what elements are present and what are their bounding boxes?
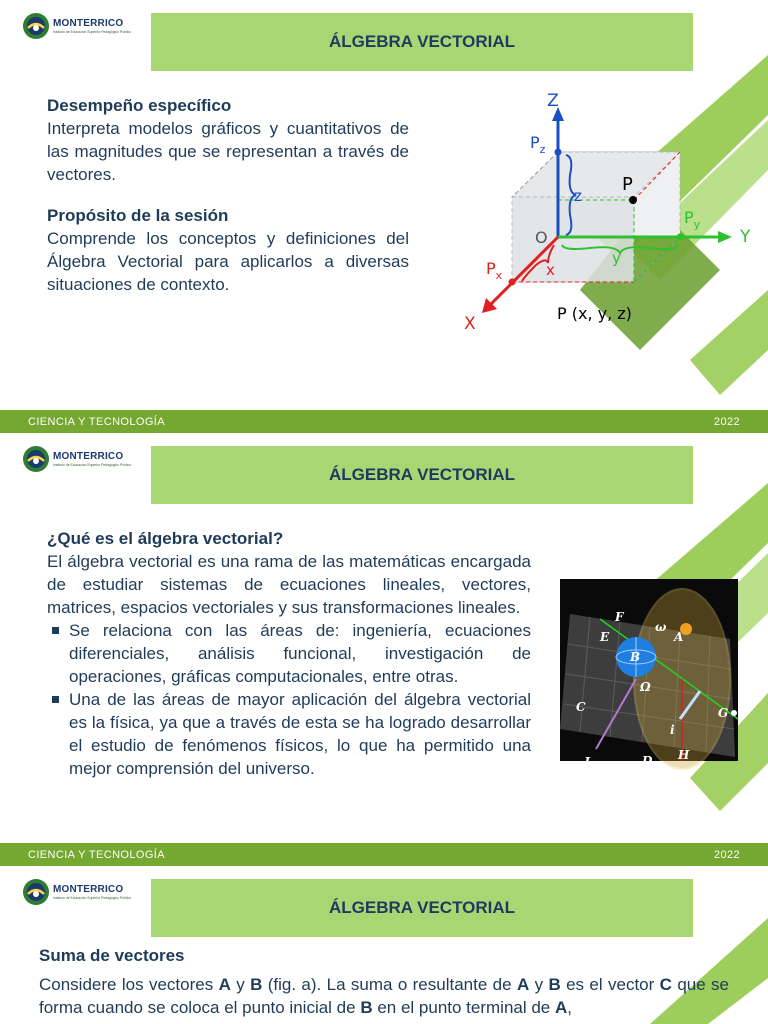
- illustration-label-j: J: [584, 755, 590, 769]
- illustration-label-omega: ω: [655, 620, 667, 634]
- footer-year: 2022: [713, 848, 740, 861]
- axis-z-label: Z: [547, 91, 559, 111]
- slide-2: [0, 433, 768, 866]
- footer-bar: [0, 843, 768, 866]
- logo-tagline: Instituto de Educación Superior Pedagógico Público: [53, 30, 132, 34]
- title-bar: [151, 879, 693, 937]
- vector-sum-block: [39, 944, 729, 1019]
- monterrico-logo: [22, 445, 132, 475]
- pz-label: $P_z$: [530, 133, 546, 156]
- footer-subject: CIENCIA Y TECNOLOGÍA: [28, 415, 165, 428]
- point-p-label: P: [622, 174, 633, 195]
- purpose-text: Comprende los conceptos y definiciones del Álgebra Vectorial para aplicarlos a diversas situaciones de contexto.: [47, 229, 409, 294]
- axis-x-label: X: [464, 314, 476, 334]
- slide-title: ÁLGEBRA VECTORIAL: [328, 32, 516, 51]
- illustration-label-a: A: [674, 630, 684, 644]
- logo-name: MONTERRICO: [53, 884, 124, 895]
- monterrico-logo: [22, 878, 132, 908]
- logo-emblem-icon: [22, 445, 50, 473]
- logo-emblem-icon: [22, 12, 50, 40]
- px-label: $P_x$: [486, 259, 503, 282]
- py-label: $P_y$: [684, 208, 701, 231]
- illustration-label-d: D: [642, 754, 653, 768]
- title-bar: [151, 446, 693, 504]
- illustration-label-big-omega: Ω: [640, 680, 651, 694]
- illustration-label-i: i: [670, 723, 675, 737]
- origin-label: O: [535, 228, 548, 247]
- illustration-label-g: G: [718, 706, 729, 720]
- vector-sum-heading: Suma de vectores: [39, 946, 185, 965]
- logo-tagline: Instituto de Educación Superior Pedagógico Público: [53, 463, 132, 467]
- bullet-item: Una de las áreas de mayor aplicación del álgebra vectorial es la física, ya que a través de esta se ha logrado desarrollar el estudio de fenómenos físicos, lo que ha permitido una mejor comprensión del universo.: [47, 688, 531, 780]
- logo-emblem-icon: [22, 878, 50, 906]
- slide-title: ÁLGEBRA VECTORIAL: [328, 465, 516, 484]
- y-component-label: y: [612, 249, 621, 267]
- footer-year: 2022: [713, 415, 740, 428]
- axis-y-label: Y: [740, 227, 751, 247]
- objectives-block: [47, 94, 409, 296]
- purpose-heading: Propósito de la sesión: [47, 206, 229, 225]
- bullet-item: Se relaciona con las áreas de: ingeniería, ecuaciones diferenciales, análisis funcional, investigación de operaciones, gráficas computacionales, entre otras.: [47, 619, 531, 688]
- z-component-label: z: [574, 187, 582, 205]
- illustration-label-b: B: [630, 650, 641, 664]
- vector-sum-text: Considere los vectores A y B (fig. a). La suma o resultante de A y B es el vector C que se forma cuando se coloca el punto inicial de B en el punto terminal de A,: [39, 975, 730, 1017]
- illustration-label-e: E: [600, 630, 610, 644]
- coordinates-caption: P (x, y, z): [557, 304, 632, 323]
- illustration-label-h: H: [678, 748, 690, 762]
- monterrico-logo: [22, 12, 132, 42]
- title-bar: [151, 13, 693, 71]
- logo-tagline: Instituto de Educación Superior Pedagógico Público: [53, 896, 132, 900]
- bullet-list: [47, 619, 531, 780]
- definition-text: El álgebra vectorial es una rama de las matemáticas encargada de estudiar sistemas de ecuaciones lineales, vectores, matrices, espacios vectoriales y sus transformaciones lineales.: [47, 552, 531, 617]
- logo-name: MONTERRICO: [53, 451, 124, 462]
- definition-block: [47, 527, 531, 780]
- footer-bar: [0, 410, 768, 433]
- vector-physics-illustration: [560, 579, 738, 769]
- vector-3d-figure: [440, 85, 760, 335]
- illustration-label-c: C: [576, 700, 586, 714]
- performance-text: Interpreta modelos gráficos y cuantitativos de las magnitudes que se representan a través de vectores.: [47, 119, 409, 184]
- slide-1: [0, 0, 768, 433]
- slide-3: [0, 866, 768, 1024]
- illustration-label-f: F: [615, 610, 624, 624]
- definition-heading: ¿Qué es el álgebra vectorial?: [47, 529, 284, 548]
- slide-title: ÁLGEBRA VECTORIAL: [328, 898, 516, 917]
- x-component-label: x: [546, 261, 555, 279]
- performance-heading: Desempeño específico: [47, 96, 232, 115]
- logo-name: MONTERRICO: [53, 18, 124, 29]
- footer-subject: CIENCIA Y TECNOLOGÍA: [28, 848, 165, 861]
